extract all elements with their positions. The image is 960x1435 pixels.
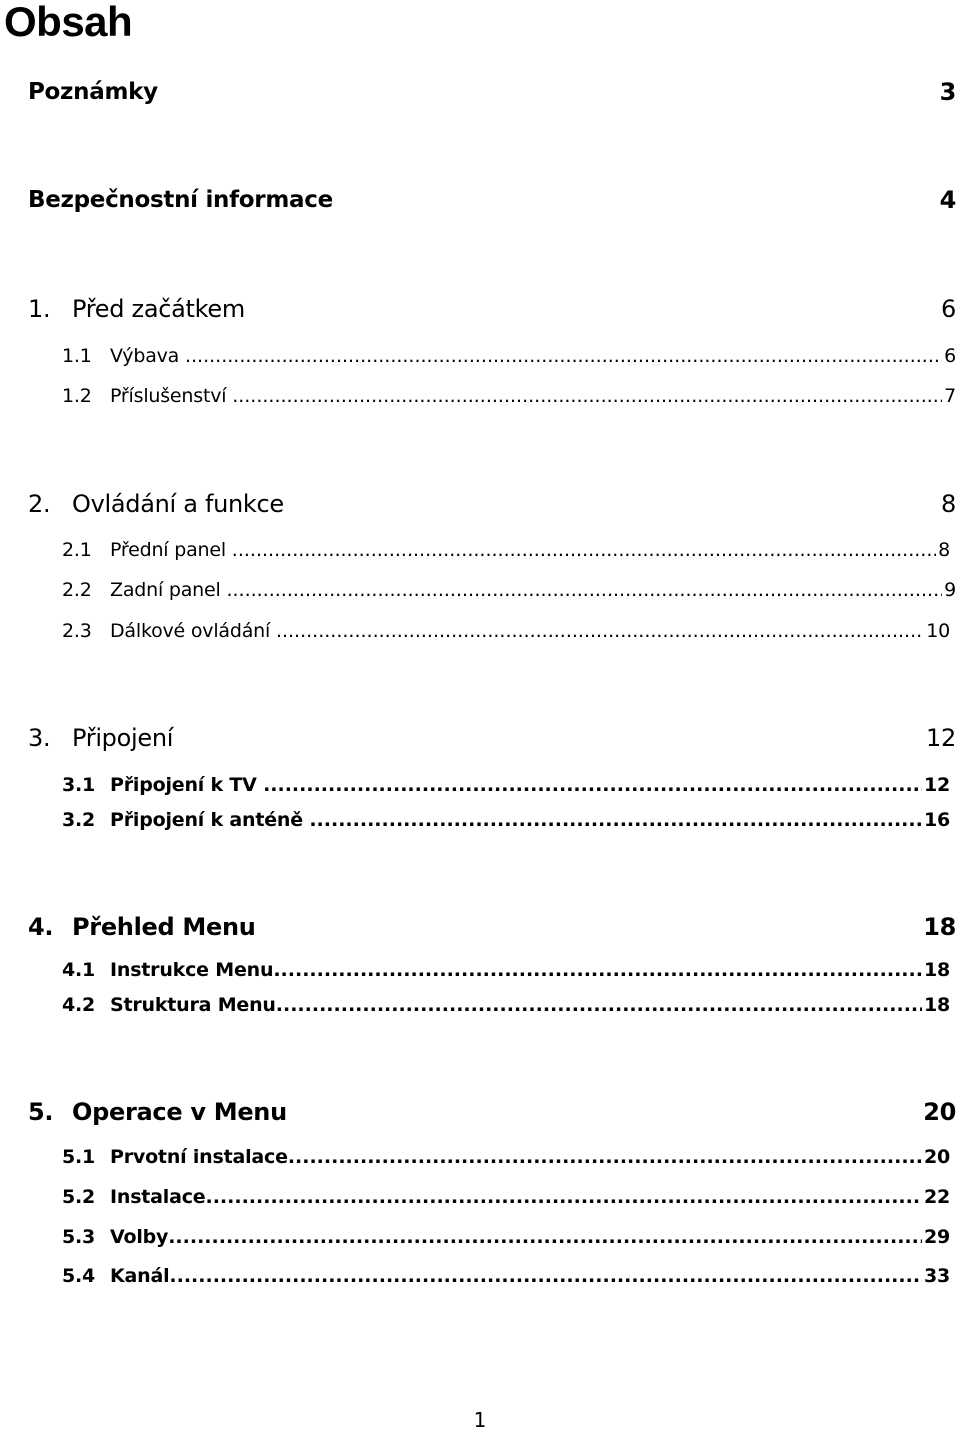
- dot-leader: [309, 800, 922, 840]
- dot-leader: [232, 530, 936, 570]
- toc-entry-page: 20: [923, 1098, 956, 1126]
- toc-entry-chapter-1[interactable]: [0, 289, 960, 329]
- toc-subentry-page: 18: [923, 959, 950, 981]
- toc-entry-chapter-3[interactable]: [0, 718, 960, 758]
- toc-subentry-title: Instalace: [110, 1186, 206, 1208]
- dot-leader: [169, 1256, 922, 1296]
- toc-subentry-number: 4.2: [62, 994, 96, 1016]
- dot-leader: [168, 1217, 922, 1257]
- page-title: Obsah: [4, 0, 133, 45]
- toc-subentry-number: 5.3: [62, 1226, 96, 1248]
- toc-subentry-number: 2.2: [62, 579, 92, 601]
- toc-entry-page: 6: [941, 295, 956, 323]
- toc-subentry-page: 16: [923, 809, 950, 831]
- toc-subentry-title: Kanál: [110, 1265, 170, 1287]
- toc-subentry-page: 12: [923, 774, 950, 796]
- toc-entry-number: 3.: [28, 724, 51, 752]
- toc-entry-page: 18: [923, 913, 956, 941]
- toc-entry-title: Operace v Menu: [72, 1098, 287, 1126]
- toc-entry-title: Před začátkem: [72, 295, 245, 323]
- toc-subentry-number: 5.2: [62, 1186, 96, 1208]
- toc-entry-title: Přehled Menu: [72, 913, 256, 941]
- toc-subentry-number: 1.1: [62, 345, 92, 367]
- dot-leader: [226, 570, 942, 610]
- toc-subentry-number: 2.3: [62, 620, 92, 642]
- toc-subentry-number: 4.1: [62, 959, 96, 981]
- toc-subentry-3-1[interactable]: [0, 765, 960, 805]
- toc-subentry-5-4[interactable]: [0, 1256, 960, 1296]
- toc-subentry-title: Zadní panel: [110, 579, 221, 601]
- toc-entry-title: Bezpečnostní informace: [28, 187, 333, 213]
- toc-entry-title: Poznámky: [28, 79, 158, 105]
- toc-subentry-title: Dálkové ovládání: [110, 620, 271, 642]
- toc-entry-page: 4: [939, 186, 956, 214]
- dot-leader: [288, 1137, 922, 1177]
- toc-subentry-title: Instrukce Menu: [110, 959, 274, 981]
- dot-leader: [276, 985, 922, 1025]
- toc-subentry-number: 2.1: [62, 539, 92, 561]
- toc-entry-chapter-5[interactable]: [0, 1092, 960, 1132]
- page-number: 1: [473, 1408, 487, 1432]
- toc-entry-number: 2.: [28, 490, 51, 518]
- toc-subentry-page: 8: [938, 539, 950, 561]
- toc-subentry-2-3[interactable]: [0, 611, 960, 651]
- toc-subentry-number: 3.2: [62, 809, 96, 831]
- dot-leader: [185, 336, 942, 376]
- toc-subentry-page: 20: [923, 1146, 950, 1168]
- toc-subentry-5-3[interactable]: [0, 1217, 960, 1257]
- toc-subentry-1-2[interactable]: [0, 376, 960, 416]
- toc-subentry-number: 3.1: [62, 774, 96, 796]
- toc-subentry-4-1[interactable]: [0, 950, 960, 990]
- toc-entry-page: 12: [926, 724, 956, 752]
- toc-subentry-3-2[interactable]: [0, 800, 960, 840]
- toc-subentry-title: Prvotní instalace: [110, 1146, 288, 1168]
- toc-entry-bezpecnostni-informace[interactable]: [0, 180, 960, 220]
- toc-entry-number: 1.: [28, 295, 51, 323]
- toc-subentry-title: Přední panel: [110, 539, 226, 561]
- dot-leader: [276, 611, 924, 651]
- toc-subentry-2-1[interactable]: [0, 530, 960, 570]
- toc-entry-chapter-4[interactable]: [0, 907, 960, 947]
- toc-entry-page: 8: [941, 490, 956, 518]
- toc-subentry-number: 1.2: [62, 385, 92, 407]
- toc-subentry-number: 5.4: [62, 1265, 96, 1287]
- dot-leader: [273, 950, 922, 990]
- toc-subentry-4-2[interactable]: [0, 985, 960, 1025]
- toc-subentry-title: Připojení k TV: [110, 774, 257, 796]
- toc-subentry-page: 10: [926, 620, 950, 642]
- toc-entry-number: 5.: [28, 1098, 54, 1126]
- toc-subentry-5-1[interactable]: [0, 1137, 960, 1177]
- toc-subentry-page: 22: [923, 1186, 950, 1208]
- toc-subentry-1-1[interactable]: [0, 336, 960, 376]
- toc-subentry-title: Volby: [110, 1226, 169, 1248]
- toc-subentry-title: Struktura Menu: [110, 994, 276, 1016]
- toc-subentry-page: 33: [923, 1265, 950, 1287]
- toc-entry-number: 4.: [28, 913, 54, 941]
- toc-subentry-page: 7: [944, 385, 956, 407]
- dot-leader: [206, 1177, 922, 1217]
- toc-subentry-5-2[interactable]: [0, 1177, 960, 1217]
- toc-entry-chapter-2[interactable]: [0, 484, 960, 524]
- dot-leader: [263, 765, 922, 805]
- toc-entry-poznamky[interactable]: [0, 72, 960, 112]
- toc-subentry-title: Výbava: [110, 345, 180, 367]
- toc-entry-title: Připojení: [72, 724, 174, 752]
- toc-subentry-title: Příslušenství: [110, 385, 227, 407]
- toc-subentry-page: 18: [923, 994, 950, 1016]
- toc-subentry-page: 6: [944, 345, 956, 367]
- dot-leader: [232, 376, 942, 416]
- toc-subentry-page: 9: [944, 579, 956, 601]
- toc-subentry-number: 5.1: [62, 1146, 96, 1168]
- toc-subentry-page: 29: [923, 1226, 950, 1248]
- toc-subentry-title: Připojení k anténě: [110, 809, 303, 831]
- toc-entry-page: 3: [939, 78, 956, 106]
- toc-entry-title: Ovládání a funkce: [72, 490, 284, 518]
- toc-subentry-2-2[interactable]: [0, 570, 960, 610]
